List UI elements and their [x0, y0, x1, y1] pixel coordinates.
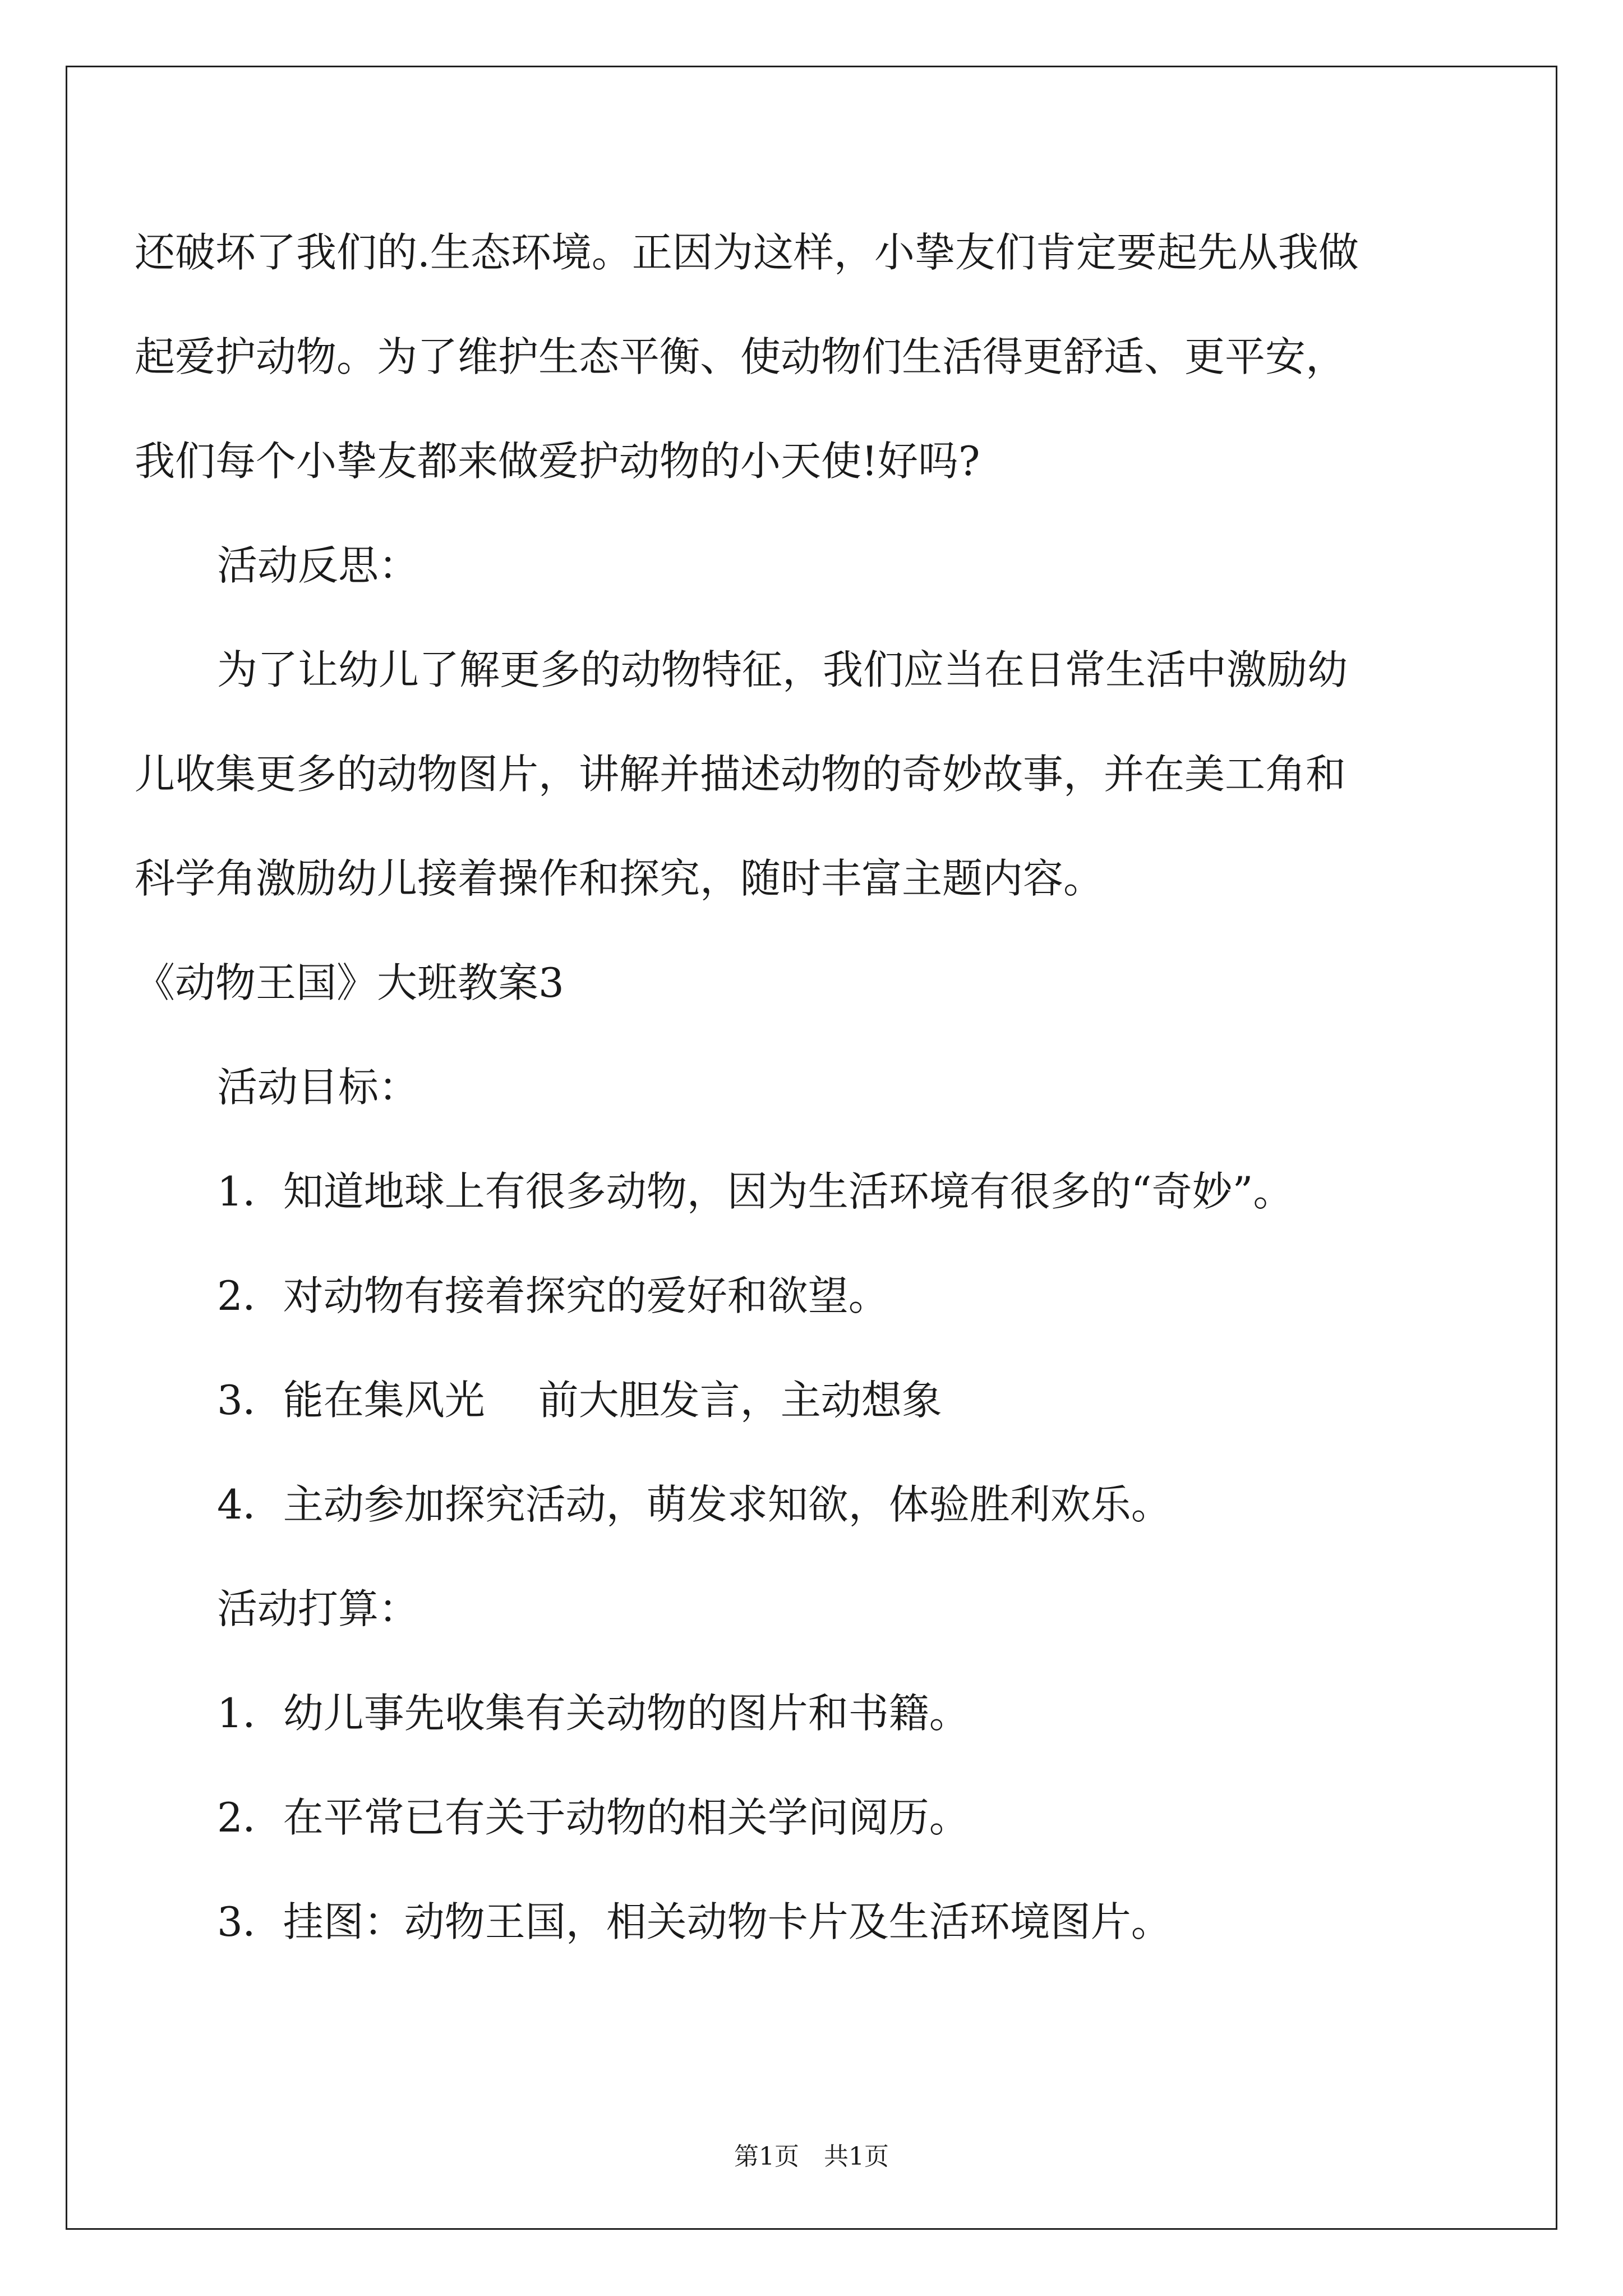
list-item: 1．幼儿事先收集有关动物的图片和书籍。	[217, 1690, 970, 1737]
section-heading: 活动目标：	[217, 1064, 419, 1111]
text-line: 科学角激励幼儿接着操作和探究，随时丰富主题内容。	[135, 855, 1104, 902]
text-line: 儿收集更多的动物图片，讲解并描述动物的奇妙故事，并在美工角和	[135, 751, 1347, 798]
list-item: 3．能在集风光 前大胆发言，主动想象	[217, 1377, 942, 1424]
list-item: 1．知道地球上有很多动物，因为生活环境有很多的“奇妙”。	[217, 1168, 1294, 1215]
text-line: 我们每个小挚友都来做爱护动物的小天使!好吗?	[135, 438, 980, 485]
list-item: 4．主动参加探究活动，萌发求知欲，体验胜利欢乐。	[217, 1481, 1172, 1528]
section-heading: 活动反思：	[217, 542, 419, 589]
text-line: 起爱护动物。为了维护生态平衡、使动物们生活得更舒适、更平安，	[135, 333, 1347, 380]
lesson-title: 《动物王国》大班教案3	[135, 959, 564, 1006]
list-item: 2．对动物有接着探究的爱好和欲望。	[217, 1272, 889, 1319]
list-item: 2．在平常已有关于动物的相关学问阅历。	[217, 1794, 970, 1841]
text-line: 为了让幼儿了解更多的动物特征，我们应当在日常生活中激励幼	[217, 646, 1348, 693]
section-heading: 活动打算：	[217, 1585, 419, 1632]
text-line: 还破坏了我们的.生态环境。正因为这样，小挚友们肯定要起先从我做	[135, 229, 1359, 276]
list-item: 3．挂图：动物王国，相关动物卡片及生活环境图片。	[217, 1898, 1172, 1945]
page-footer: 第1页 共1页	[734, 2142, 889, 2171]
